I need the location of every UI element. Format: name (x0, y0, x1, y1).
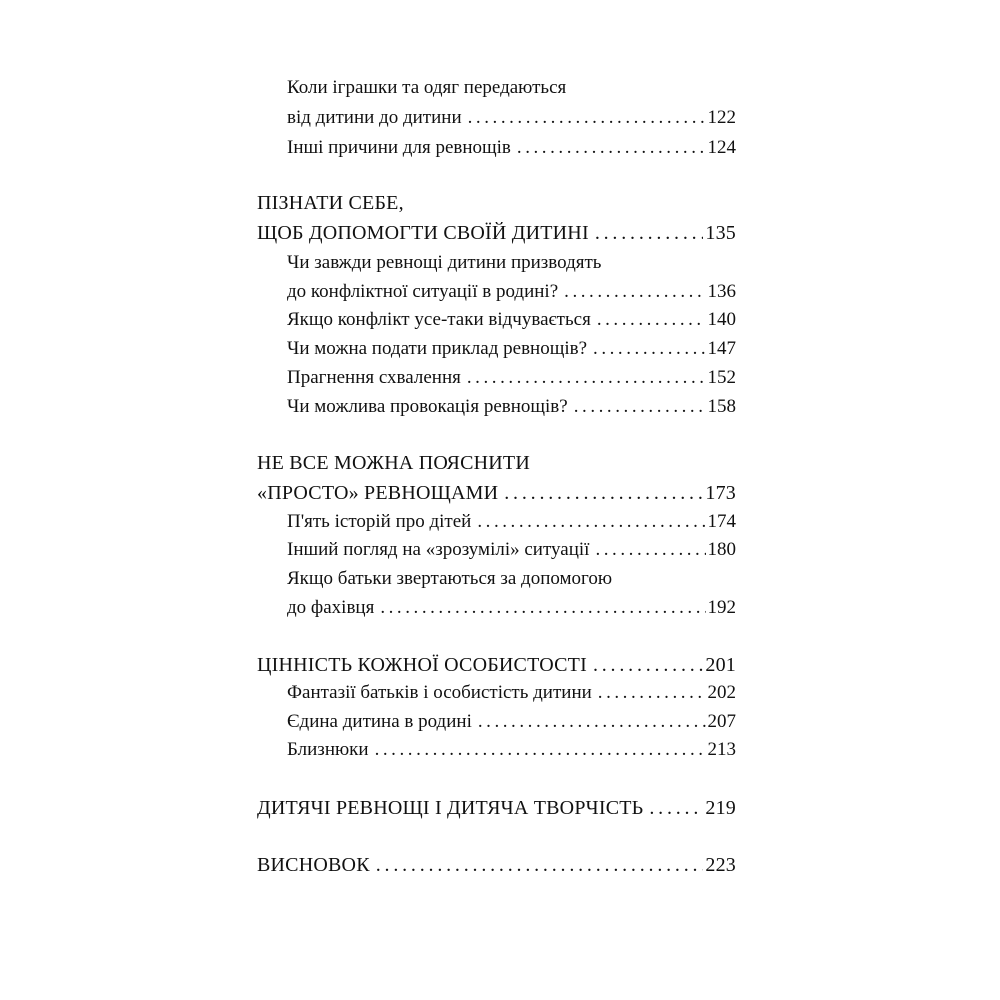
toc-entry-title: Інші причини для ревнощів (287, 137, 511, 158)
toc-section-title: НЕ ВСЕ МОЖНА ПОЯСНИТИ (257, 452, 530, 474)
toc-entry-page: 180 (707, 539, 736, 560)
toc-section (257, 850, 736, 880)
toc-section-title: ВИСНОВОК (257, 854, 370, 876)
toc-entry (287, 535, 736, 565)
toc-entry (287, 678, 736, 708)
toc-entry-title: до фахівця (287, 597, 375, 618)
toc-entry-title: Чи завжди ревнощі дитини призводять (287, 252, 602, 273)
toc-entry-page: 202 (707, 682, 736, 703)
toc-entry (287, 507, 736, 537)
toc-entry-page: 152 (707, 367, 736, 388)
toc-section (257, 218, 736, 248)
toc-entry (287, 277, 736, 307)
toc-entry-title: Чи можлива провокація ревнощів? (287, 396, 568, 417)
toc-entry (287, 392, 736, 422)
toc-entry-title: Якщо батьки звертаються за допомогою (287, 568, 613, 589)
toc-entry-page: 136 (707, 281, 736, 302)
toc-entry-page: 158 (707, 396, 736, 417)
dot-leader (517, 133, 706, 163)
dot-leader (595, 535, 705, 565)
toc-section-title: ПІЗНАТИ СЕБЕ, (257, 192, 404, 214)
toc-section-page: 173 (705, 482, 736, 504)
toc-entry-title: Якщо конфлікт усе-таки відчувається (287, 309, 591, 330)
dot-leader (574, 392, 706, 422)
toc-section-title: ЩОБ ДОПОМОГТИ СВОЇЙ ДИТИНІ (257, 222, 589, 244)
dot-leader (598, 678, 706, 708)
dot-leader (477, 507, 705, 537)
toc-entry (287, 305, 736, 335)
toc-section-title: ЦІННІСТЬ КОЖНОЇ ОСОБИСТОСТІ (257, 654, 587, 676)
toc-entry-page: 122 (707, 107, 736, 128)
toc-entry (287, 735, 736, 765)
toc-entry-page: 213 (707, 739, 736, 760)
toc-entry (287, 593, 736, 623)
dot-leader (467, 363, 706, 393)
toc-entry-title: Близнюки (287, 739, 369, 760)
toc-entry (287, 363, 736, 393)
toc-section-title: ДИТЯЧІ РЕВНОЩІ І ДИТЯЧА ТВОРЧІСТЬ (257, 797, 644, 819)
toc-entry-page: 174 (707, 511, 736, 532)
toc-section-page: 223 (705, 854, 736, 876)
dot-leader (504, 478, 703, 508)
toc-section-page: 201 (705, 654, 736, 676)
toc-entry-title: Коли іграшки та одяг передаються (287, 77, 567, 98)
toc-section-page: 219 (705, 797, 736, 819)
toc-entry-title: П'ять історій про дітей (287, 511, 472, 532)
dot-leader (376, 850, 704, 880)
toc-section (257, 188, 736, 218)
toc-entry-page: 124 (707, 137, 736, 158)
dot-leader (380, 593, 705, 623)
toc-section-page: 135 (705, 222, 736, 244)
toc-section (257, 478, 736, 508)
toc-entry-page: 140 (707, 309, 736, 330)
toc-entry (287, 334, 736, 364)
toc-entry (287, 564, 736, 594)
toc-entry-title: Прагнення схвалення (287, 367, 461, 388)
toc-section (257, 793, 736, 823)
toc-entry-title: від дитини до дитини (287, 107, 462, 128)
toc-section (257, 448, 736, 478)
dot-leader (597, 305, 706, 335)
toc-entry (287, 73, 736, 103)
dot-leader (595, 218, 704, 248)
dot-leader (478, 707, 706, 737)
toc-entry-page: 192 (707, 597, 736, 618)
dot-leader (375, 735, 706, 765)
toc-entry (287, 133, 736, 163)
toc-section-title: «ПРОСТО» РЕВНОЩАМИ (257, 482, 499, 504)
toc-entry-page: 147 (707, 338, 736, 359)
dot-leader (593, 650, 703, 680)
toc-entry-title: Чи можна подати приклад ревнощів? (287, 338, 588, 359)
dot-leader (468, 103, 706, 133)
toc-entry-title: Інший погляд на «зрозумілі» ситуації (287, 539, 590, 560)
dot-leader (649, 793, 703, 823)
toc-entry (287, 103, 736, 133)
toc-entry-title: Фантазії батьків і особистість дитини (287, 682, 592, 703)
toc-entry (287, 248, 736, 278)
toc-entry-title: Єдина дитина в родині (287, 711, 472, 732)
toc-section (257, 650, 736, 680)
dot-leader (564, 277, 705, 307)
toc-entry-title: до конфліктної ситуації в родині? (287, 281, 559, 302)
dot-leader (593, 334, 705, 364)
toc-entry (287, 707, 736, 737)
toc-entry-page: 207 (707, 711, 736, 732)
